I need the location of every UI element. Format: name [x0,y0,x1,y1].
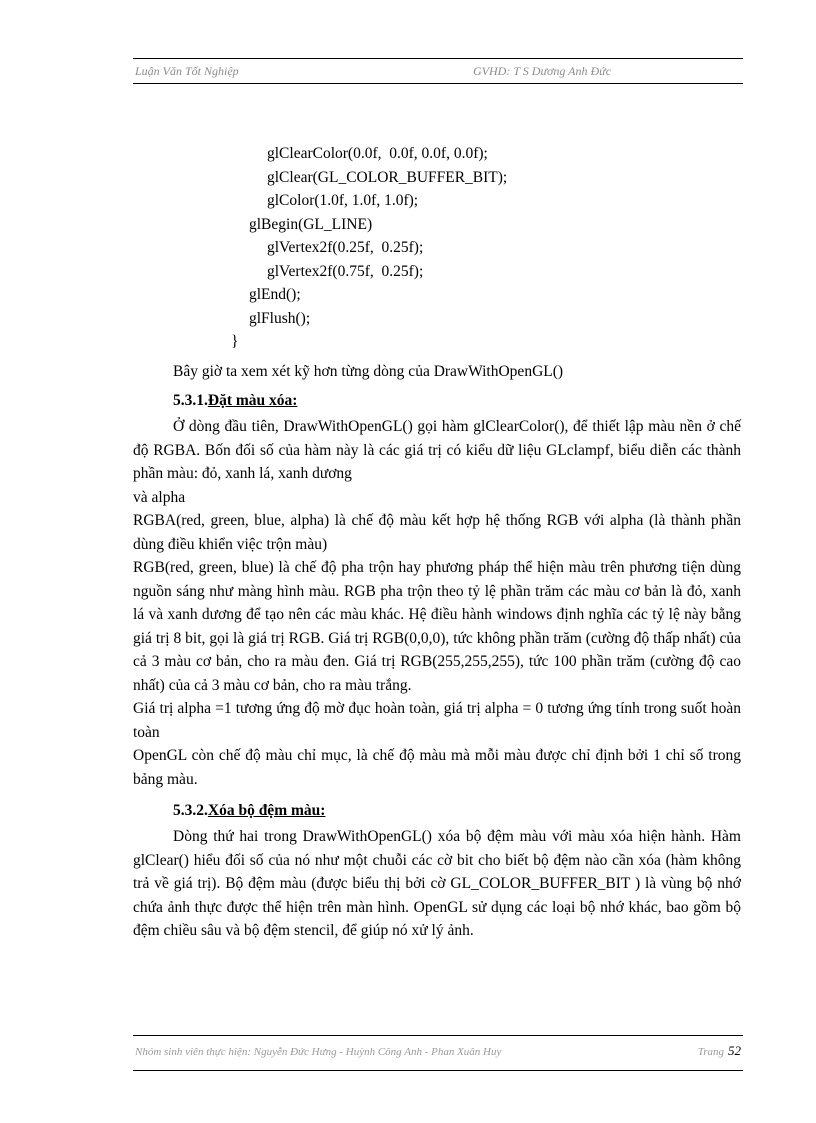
footer-authors: Nhóm sinh viên thực hiện: Nguyễn Đức Hưng - Huỳnh Công Anh - Phan Xuân Huy [135,1046,502,1058]
code-line: glClearColor(0.0f, 0.0f, 0.0f, 0.0f); [267,145,488,162]
page-label: Trang [697,1046,724,1058]
footer-page [698,1043,741,1059]
section-number: 5.3.1. [173,392,208,409]
header-thesis-title: Luận Văn Tốt Nghiệp [135,64,239,78]
section-heading-5-3-2 [133,799,741,823]
section-heading-5-3-1 [133,389,741,413]
page-header [133,58,743,84]
page-number: 52 [728,1043,741,1058]
paragraph: RGBA(red, green, blue, alpha) là chế độ màu kết hợp hệ thống RGB với alpha (là thành phần dùng điều khiển việc trộn màu) [133,512,741,553]
code-line: glEnd(); [249,286,301,303]
code-block [133,142,741,354]
code-line: glColor(1.0f, 1.0f, 1.0f); [267,192,419,209]
code-line: glFlush(); [249,309,311,327]
header-advisor: GVHD: T S Dương Anh Đức [473,64,612,78]
paragraph: và alpha [133,488,186,506]
paragraph: Ở dòng đầu tiên, DrawWithOpenGL() gọi hàm glClearColor(), để thiết lập màu nền ở chế độ RGBA. Bốn đối số của hàm này là các giá trị có kiểu dữ liệu GLclampf, biểu diễn các thành phần màu: đỏ, xanh lá, xanh dương [133,418,741,482]
page-content [133,142,741,943]
code-line: glBegin(GL_LINE) [249,215,373,233]
code-line: } [231,333,239,350]
code-line: glVertex2f(0.25f, 0.25f); [267,239,424,256]
code-line: glVertex2f(0.75f, 0.25f); [267,262,424,280]
paragraph: Dòng thứ hai trong DrawWithOpenGL() xóa bộ đệm màu với màu xóa hiện hành. Hàm glClear() hiểu đối số của nó như một chuỗi các cờ bit cho biết bộ đệm nào cần xóa (hàm không trả về giá trị). Bộ đệm màu (được biểu thị bởi cờ GL_COLOR_BUFFER_BIT ) là vùng bộ nhớ chứa ảnh thực được thể hiện trên màn hình. OpenGL sử dụng các loại bộ nhớ khác, bao gồm bộ đệm chiều sâu và bộ đệm stencil, để giúp nó xử lý ảnh. [133,828,741,939]
paragraph: OpenGL còn chế độ màu chỉ mục, là chế độ màu mà mỗi màu được chỉ định bởi 1 chỉ số trong bảng màu. [133,747,741,788]
intro-paragraph: Bây giờ ta xem xét kỹ hơn từng dòng của DrawWithOpenGL() [173,362,564,380]
section-title: Đặt màu xóa: [207,392,298,409]
code-line: glClear(GL_COLOR_BUFFER_BIT); [267,168,508,186]
paragraph: Giá trị alpha =1 tương ứng độ mờ đục hoàn toàn, giá trị alpha = 0 tương ứng tính trong suốt hoàn toàn [133,700,741,741]
section-number: 5.3.2. [173,802,208,819]
page-footer [133,1035,743,1071]
section-title: Xóa bộ đệm màu: [207,802,326,819]
paragraph: RGB(red, green, blue) là chế độ pha trộn hay phương pháp thể hiện màu trên phương tiện dùng nguồn sáng như màng hình màu. RGB pha trộn theo tỷ lệ phần trăm các màu cơ bản là đỏ, xanh lá và xanh dương để tạo nên các màu khác. Hệ điều hành windows định nghĩa các tỷ lệ này bằng giá trị 8 bit, gọi là giá trị RGB. Giá trị RGB(0,0,0), tức không phần trăm (cường độ thấp nhất) của cả 3 màu cơ bản, cho ra màu đen. Giá trị RGB(255,255,255), tức 100 phần trăm (cường độ cao nhất) của cả 3 màu cơ bản, cho ra màu trắng. [133,559,741,694]
